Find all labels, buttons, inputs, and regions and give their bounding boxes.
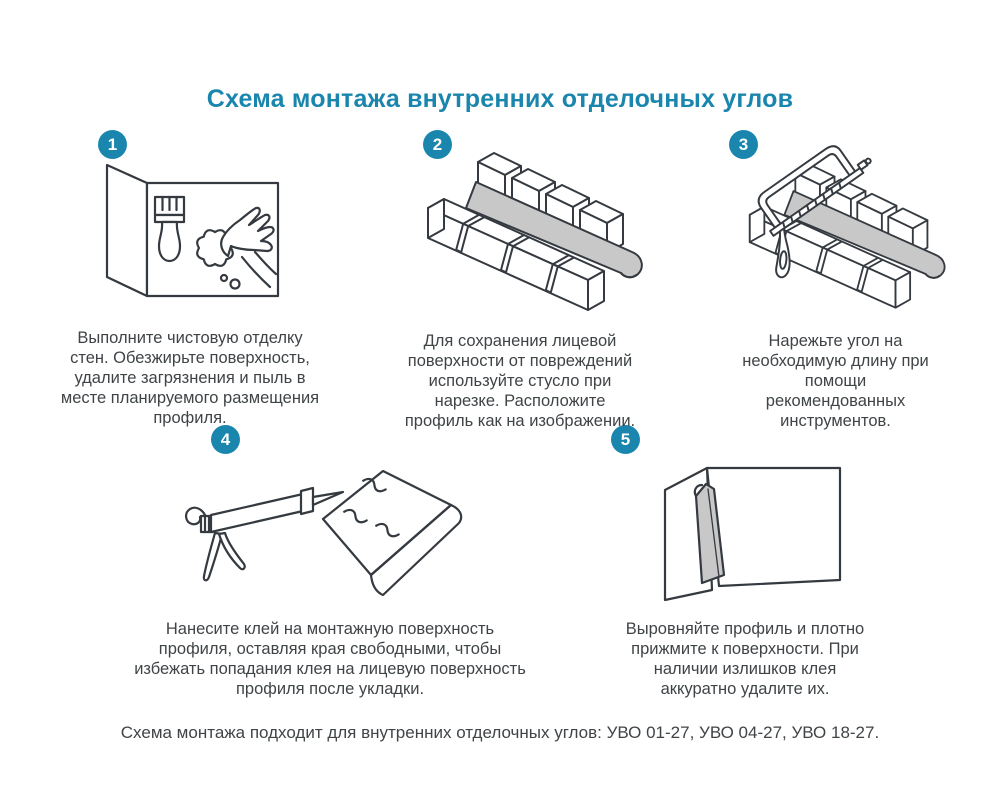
step-5-badge: 5 xyxy=(611,425,640,454)
step-2-text: Для сохранения лицевой поверхности от повреждений используйте стусло при нарезке. Расположите профиль как на изображении. xyxy=(404,331,636,430)
step-3-text: Нарежьте угол на необходимую длину при помощи рекомендованных инструментов. xyxy=(742,331,929,430)
page-title: Схема монтажа внутренних отделочных углов xyxy=(206,84,794,113)
corner-profile-installed-icon xyxy=(640,443,850,603)
hacksaw-miter-box-icon xyxy=(725,132,965,310)
step-4-text: Нанесите клей на монтажную поверхность профиля, оставляя края свободными, чтобы избежать попадания клея на лицевую поверхность профиля после укладки. xyxy=(134,619,526,698)
wall-corner-cleaning-icon xyxy=(90,160,290,310)
footer-note: Схема монтажа подходит для внутренних отделочных углов: УВО 01-27, УВО 04-27, УВО 18-27. xyxy=(120,723,880,742)
step-2-badge: 2 xyxy=(423,130,452,159)
step-4-badge: 4 xyxy=(211,425,240,454)
step-1-badge: 1 xyxy=(98,130,127,159)
caulking-gun-glue-icon xyxy=(155,445,475,600)
step-5-text: Выровняйте профиль и плотно прижмите к поверхности. При наличии излишков клея аккуратно удалите их. xyxy=(625,619,865,698)
step-3-badge: 3 xyxy=(729,130,758,159)
miter-box-with-profile-icon xyxy=(418,146,648,316)
step-1-text: Выполните чистовую отделку стен. Обезжирьте поверхность, удалите загрязнения и пыль в месте планируемого размещения профиля. xyxy=(60,328,320,427)
